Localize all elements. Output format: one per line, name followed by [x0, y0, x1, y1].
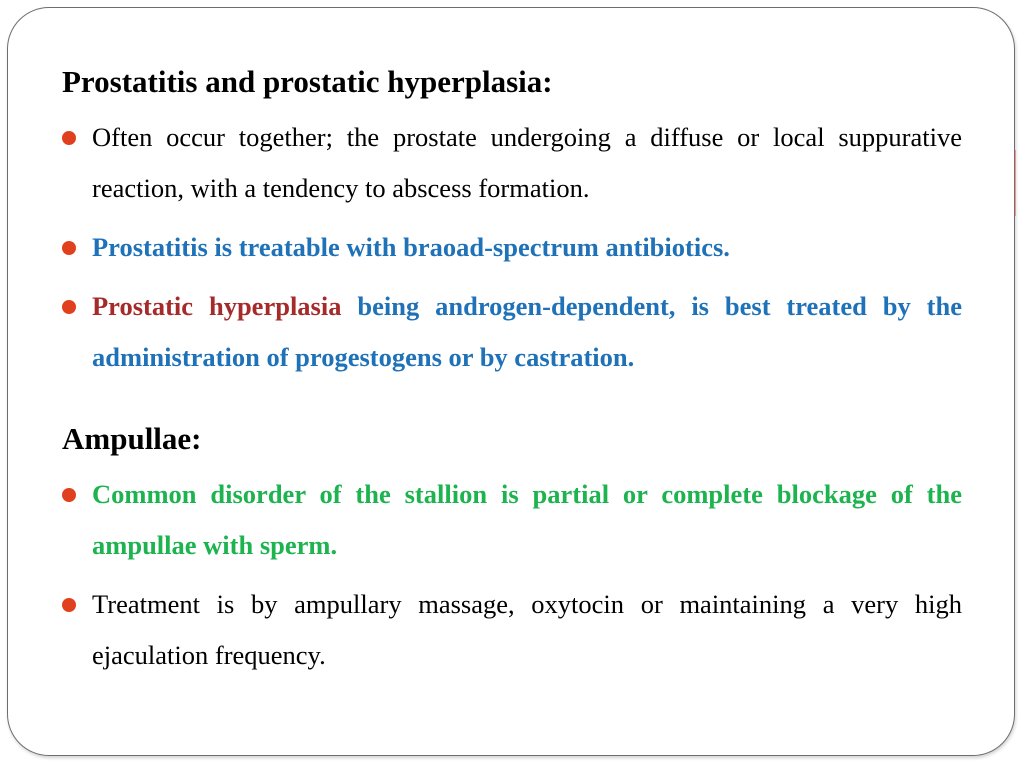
- bullet-icon: [62, 241, 76, 255]
- slide-edge-accent: [1014, 150, 1016, 216]
- bullet-icon: [62, 598, 76, 612]
- bullet-text: Prostatitis is treatable with braoad-spectrum antibiotics.: [92, 232, 730, 262]
- section-heading-ampullae: Ampullae:: [62, 421, 202, 456]
- bullet-text-highlight: Prostatic hyperplasia: [92, 291, 342, 321]
- list-item: [62, 579, 962, 681]
- ampullae-bullet-list: [62, 469, 962, 681]
- list-item: [62, 469, 962, 571]
- list-item: [62, 112, 962, 214]
- section-heading-prostatitis: Prostatitis and prostatic hyperplasia:: [62, 64, 553, 99]
- bullet-icon: [62, 300, 76, 314]
- bullet-text: Treatment is by ampullary massage, oxytocin or maintaining a very high ejaculation frequency.: [92, 589, 962, 670]
- bullet-icon: [62, 488, 76, 502]
- bullet-text: being androgen-dependent, is best treated by the administration of progestogens or by castration.: [92, 291, 962, 372]
- list-item: [62, 222, 962, 273]
- list-item: [62, 281, 962, 383]
- prostatitis-bullet-list: [62, 112, 962, 383]
- bullet-text: Common disorder of the stallion is partial or complete blockage of the ampullae with sperm.: [92, 479, 962, 560]
- bullet-text: Often occur together; the prostate undergoing a diffuse or local suppurative reaction, with a tendency to abscess formation.: [92, 122, 962, 203]
- slide-content: [62, 60, 962, 689]
- bullet-icon: [62, 131, 76, 145]
